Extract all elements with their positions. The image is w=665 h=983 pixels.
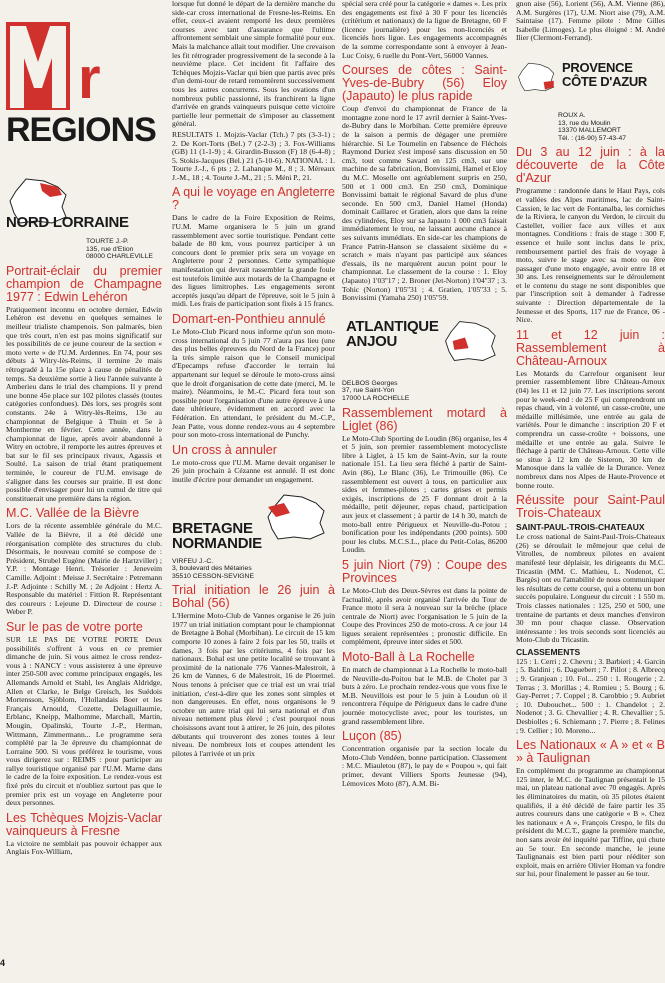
correspondent-address [6,238,162,261]
headline: Moto-Ball à La Rochelle [342,650,475,665]
region-title: ATLANTIQUE ANJOU [346,317,439,350]
article-text: Pratiquement inconnu en octobre dernier, Edwin Lehéron est devenu en quelques semaines le meilleur trialiste champenois. Son palmarès, bien que très court, n'en est pas moins significatif sur les possibilités de ce jeune coureur de la section « moto verte » de l'U.M. Ardennes. En 74, pour ses débuts à Witry-lès-Reims, il termine 2e mais rétrogradé à la 15e place à cause de pénalités de temps. Sa deuxième sortie à lieu l'année suivante à Amberieu dans le trial des champions. Il y prend une bonne 45e place sur 102 pilotes classés (toutes catégories confondues). Dès lors, ses progrès sont constants. 24e à Witry-lès-Reims, 13e au championnat de Belgique à Thuin et 5e à Montherme en février. Cette année, dans le championnat de ligue, après avoir abandonné à Witry en octobre, il remporte les autres épreuves et bat sur le fil ses principaux rivaux, Agassis et Soulté. La saison de trial étant pratiquement terminée, le coureur de l'U.M. envisage de s'aligner dans les courses sur prairie. Il est donc possible d'envisager pour lui un cumul de titre qui constituerait une première dans la région. [6,304,162,503]
article-text: Le Moto-Club des Deux-Sèvres est dans la pointe de l'actualité, après avoir organisé l'arrivée du Tour de France moto il sera à nouveau sur la brèche (place centrale de Niort) avec l'organisation le 5 juin de la Coupe des Provinces 250 de moto-cross. A ce jour 14 ligues seraient représentées ; pronostic difficile. En complément, épreuve inter sides et 500. [342,585,507,647]
headline: 11 et 12 juin : Rassemblement à Château-Arnoux [516,327,665,368]
address-line: VIRFEU J.-C. [172,557,214,565]
headline: Courses de côtes : Saint-Yves-de-Bubry (56) Eloy (Japauto) le plus rapide [342,63,507,104]
article-text: En match de championnat à La Rochelle le moto-ball de Neuville-du-Poitou bat le M.B. de Cholet par 3 buts à zéro. Le prochain rendez-vous que vous fixe le M.B. Neuvillois est pour le 5 juin à Loudun où il rencontrera l'équipe de Périgueux dans le cadre d'une journée motocycliste avec, pour les touristes, un grand rassemblement libre. [342,665,507,726]
headline: A qui le voyage en Angleterre ? [172,185,335,213]
headline: Les Nationaux « A » et « B » à Taulignan [516,738,665,766]
headline: 5 juin Niort (79) : Coupe des Provinces [342,557,507,585]
correspondent-address [342,380,507,403]
logo-r: r [78,46,101,111]
article-text: Lors de la récente assemblée générale du M.C. Vallée de la Bièvre, il a été décidé une réorganisation complète des structures du club. Désormais, le nouveau comité se compose de : Président, Strubel Eugène (Mairie de Hartzviller) ; Y.P. : Montage Henri. Trésorier : Jeneveim Camille. Adjoint : Meisse J. Secrétaire : Petremann J.-P. Adjointe : Schilly M. ; 2e Adjoint : Hertz A. Responsable du matériel : Fittion R. Représentant des coureurs : Lejeune D. Directeur de course : Weber P. [6,521,162,617]
article-text: Programme : randonnée dans le Haut Pays, cols et vallées des Alpes maritimes, lac de Saint-Cassien, le lac vert de Fontanalba, les corniches de la Riviera, le canyon du Verdon, le circuit du Castellet, voilier face aux villes et aux montagnes. Conditions : frais de stage : 300 F, essence et huile sont inclus dans le prix, remboursement partiel des frais de voyage à moto, suivre le stage avec sa moto ou être passager d'une moto engagée, avoir entre 18 et 30 ans. Les renseignements sur le déroulement et le contenu du stage ne sont disponibles que par l'inscription soit à demander à l'adresse suivante : Direction départementale de la Jeunesse et des Sports, 117 rue de France, 06 - Nice. [516,186,665,325]
headline: Rassemblement motard à Liglet (86) [342,405,507,433]
page-number: 4 [0,958,6,968]
column-1 [6,0,162,983]
article-text: Coup d'envoi du championnat de France de la montagne zone nord le 17 avril dernier à Saint-Yves-de-Bubry dans le Morbihan. Cette première épreuve de la saison a permis de dégager une première hiérarchie. Si Le Toumelin en l'absence de Fléchois Raymond Duriez s'est imposé sans discussion en 50 cm3, tout comme Savard en 125 cm3, sur une machine de sa fabrication, Bonvissimi, Hamel et Eloy du M.C. Moselle ont agréablement surpris en 250, 500 et 1 000 cm3. En 250 cm3, Dominique Bonvissimi battait le régional Savard de plus d'une seconde. En 500 cm3, Daniel Hamel (Honda) dominait Caillarec et Gratien, alors que dans la reine des cylindrées, Eloy sur sa Japauto 1 000 cm3 faisait immédiatement le trou, ne laissant aucune chance à ses suivants immédiats. En side-car les champions de France Patrin-Hanson se classaient sixième du « scratch » mais n'ayant pas participé aux séances d'essais, ils ne marquèrent aucun point pour le championnat. Le classement de la course : 1. Eloy (Japauto) 1'03''17 ; 2. Broner (Jet-Norton) 1'04''37 ; 3. Tohic (Norton) 1'05''31 ; 4. Gratien, 1'05''33 ; 5. Bonvissimi (Yamaha 250) 1'05''59. [342,104,507,303]
article-text: Le Moto-Club Sporting de Loudin (86) organise, les 4 et 5 juin, son premier rassemblement motocycliste libre à Liglet, à 15 km de Saint-Avin, sur la route nationale 151. La lieu sera fléché à partir de Saint-Avin (86), Le Blanc (36), Le Trimouille (86). Ce rassemblement est ouvert à tous, en particulier aux sides et femmes-pilotes ; cartes grises et permis exigés, inscriptions de 25 F donnant droit à la médaille, petit déjeuner, repas chaud, participation aux jeux et classement ; à partir de 14 h 30, match de moto-ball entre Périgueux et Neuville-du-Potou ; bonification pour les indépendants (200 points). 500 pour les clubs. M.C.S.L., place du Petit-Colas, 86200 Loudin. [342,433,507,555]
article-text: La victoire ne semblait pas pouvoir échapper aux Anglais Fox-William, [6,838,162,857]
moto-revue-logo [6,8,162,173]
france-map-icon [442,317,504,365]
region-title: NORD LORRAINE [6,214,129,231]
article-text: L'Hermine Moto-Club de Vannes organise le 26 juin 1977 un trial initiation comptant pour le championnat de Bretagne à Bohal (Morbihan). Le circuit de 15 km comporte 10 zones à faire 2 fois par les 50, trails et dames, 3 fois par les critériums, 4 fois par les nationaux. Bohal est une petite localité se trouvant à proximité de la nationale 776 Vannes-Malestroit, à 26 km de Vannes, 6 de Malestroit, 16 de Ploermel. Nous tenons à préciser que ce trial est un vrai trial initiation, c'est-à-dire que les zones sont simples et non dangereuses. En effet, nous organisons le 9 octobre un autre trial qui lui sera national et d'un niveau nettement plus élevé ; c'est pourquoi nous choisissons avant tout à attirer, le 26 juin, des pilotes débutants qui trouveront des zones toutes à leur niveau. De nombreux lots et coupes attendent les pilotes à l'arrivée et un prix [172,611,335,758]
headline: Les Tchèques Mojzis-Vaclar vainqueurs à Fresne [6,810,162,838]
address-line: 17000 LA ROCHELLE [342,395,410,402]
address-line: DELBOS Georges [342,379,398,387]
region-header-bretagne [172,493,335,555]
address-line: 35510 CESSON-SEVIGNE [172,572,254,580]
article-text: spécial sera créé pour la catégorie « dames ». Les prix des engagements est fixé à 30 F pour les licenciés (critérium et nationaux) de la ligue de Bretagne, 60 F (licence journalière) pour les non-licenciés et licenciés hors ligue. Les engagements accompagnés de la somme correspondante sont à envoyer à Jean-Luc Coisy, 6 ruelle du Pont-Vert, 56000 Vannes. [342,0,507,60]
address-line: ROUX A. [558,111,586,119]
headline: Trial initiation le 26 juin à Bohal (56) [172,583,335,611]
subheading: SAINT-PAUL-TROIS-CHATEAUX [516,522,645,533]
address-line: 135, rue d'Etion [86,245,134,253]
headline: Portrait-éclair du premier champion de Champagne 1977 : Edwin Lehéron [6,263,162,304]
subheading: CLASSEMENTS [516,646,581,657]
region-title: BRETAGNE NORMANDIE [172,519,262,552]
logo-regions-word: REGIONS [6,111,156,149]
article-text: lorsque fut donné le départ de la dernière manche du side-car cross international de Fresne-les-Reims. En effet, ceux-ci avaient remporté les deux premières courses avec tant d'assurance que l'ultime affrontement semblait une simple formalité pour eux. Mais la malchance allait tout modifier. Une crevaison les fit rétrograder progressivement de la seconde à la neuvième place. Cet incident fit l'affaire des Tchèques Mojzis-Vaclar qui bien que partis avec près d'un demi-tour de retard remontèrent successivement tous les autres concurrents. Sous les ovations d'un nombreux public passionné, ils franchirent la ligne d'arrivée en grands vainqueurs puisque cette victoire partielle leur permettait de s'imposer au classement général. [172,0,335,129]
article-text: Dans le cadre de la Foire Exposition de Reims, l'U.M. Marne organisera le 5 juin un grand rassemblement avec sortie touristique. Pendant cette balade de 80 km, vous pourrez participer à un concours dont le premier prix sera un voyage en Angleterre pour 2 personnes. Cette sympathique manifestation qui devrait rassembler la grande foule est toutefois limitée aux motards de la Champagne et des ligues limitrophes. Les engagements seront acceptés jusqu'au départ de l'épreuve, soit le 5 juin à midi. Les frais de participation sont fixés à 15 francs. [172,213,335,309]
address-line: TOURTE J.-P. [86,238,129,245]
region-header-nord-lorraine [6,177,162,235]
address-line: Tél. : (16-90) 57-43-47 [558,134,627,142]
article-text: Le Moto-Club Picard nous informe qu'un son moto-cross international du 5 juin 77 n'aura pas lieu (une des plus belles épreuves du Nord de la France) pour la très simple raison que le Conseil municipal d'Epecamps refuse d'accorder le terrain lui appartenant sur lequel se déroule le moto-cross ainsi que le droit d'organisation de cette date (merci, M. le maire). Néanmoins, le M.-C. Picard fera tout son possible pour l'organisation d'une autre épreuve à une date ultérieure, évidemment en accord avec la Fédération. En attendant, le président du M.-C.P., Jean Patte, vous donne rendez-vous au 4 septembre pour son moto-cross international de Punchy. [172,327,335,440]
region-title: PROVENCE CÔTE D'AZUR [562,59,648,89]
headline: Sur le pas de votre porte [6,619,143,634]
region-header-provence [516,53,665,109]
address-line: 37, rue Saint-Yon [342,387,395,395]
logo-m-shape [6,22,70,110]
column-4 [516,0,665,983]
column-2 [172,0,335,983]
headline: M.C. Vallée de la Bièvre [6,506,140,521]
column-3 [342,0,507,983]
article-text: Concentration organisée par la section locale du Moto-Club Vendéen, bonne participation. Classement : M.C. Miauletou (87), le pay de « Poupou », qui fait primer, devant Villiers Sports Jeunesse (94), Lémovices Moto (87), A.M. Bi- [342,744,507,788]
article-text: SUR LE PAS DE VOTRE PORTE Deux possibilités s'offrent à vous en ce premier dimanche de juin. Si vous aimez le cross rendez-vous à : NANCY : vous assisterez à une épreuve inter 250-500 avec comme principaux engagés, les Allemands Arnold et Stahl, les Anglais Aldridge, Allen et Clarke, le Belge Greisch, les Suédois Mortensson, Sjöblom, l'Hollandais Boer et les Français Arnould, Cozette, Delaguillaumie, Erblanc, Kneipp, Malhomme, Marchall, Martin, Mougin, Opalinski, Tourte J.-P., Herman, Wittmann, Zimmermann... Le programme sera complété par la 3e épreuve du championnat de Lorraine 500. Si vous préférez le tourisme, vous vous dirigerez sur : REIMS : pour participer au rallye touristique organisé par l'U.M. Marne dans le cadre de la foire exposition. Le rendez-vous est fixé près du circuit et n'oubliez surtout pas que le premier prix est un voyage en Angleterre pour deux personnes. [6,634,162,808]
article-text: Le cross national de Saint-Paul-Trois-Chateaux (26) se déroulait le mêmejour que celui de Vitrolles, de nombreux pilotes en avaient manifesté leur déplaisir, les dirigeants du M.C. Tricastin (MM. C. Mathieu, L. Nodenot, C. Bargès) ont eu l'amabilité de nous communiquer les résultats de cette course, qui a obtenu un bon succès populaire. Longueur du circuit : 1 550 m. Trois classes nationales : 125, 250 et 500, une trentaine de partants et deux manches d'environ 30 mn pour chaque classe. Observation intéressante : les trois seconds sont licenciés au Moto-Club du Tricastin. [516,532,665,645]
region-header-atlantique [342,311,507,377]
headline: Du 3 au 12 juin : à la découverte de la Côte d'Azur [516,145,665,186]
results-text: RESULTATS 1. Mojzis-Vaclar (Tch.) 7 pts (3-3-1) ; 2. De Kort-Torts (Bel.) 7 (2-2-3) ; 3. Fox-Williams (GB) 11 (1-1-9) ; 4. Girardin-Busson (F) 18 (6-4-8) ; 5. Stokis-Jacques (Bel.) 21 (5-10-6). NATIONAL : 1. Tourte J.-J., 6 pts ; 2. Lahanque M., 8 ; 3. Méreaux J.-M., 18 ; 4. Tourte J.-M., 21 ; 5. Méni P., 21. [172,129,335,182]
article-text: En complément du programme au championnat 125 inter, le M.C. de Taulignan présentait le 15 mai, un plateau national avec 70 engagés. Après les éliminatoires du matin, où 35 pilotes étaient qualifiés, il a été décidé de faire partir les 35 autres coureurs dans une catégorie « B ». Chez les nationaux « A », François Crespo, le fils du président du M.C.T., gagne la première manche, non sans avoir été inquiété par Tiffine, qui chute au 5e tour. En seconde manche, le jeune Taulignanais est bien parti pour rééditer son exploit, mais en arrière Olivier Homan va fondre sur lui, pour finalement le passer au 6e tour. [516,766,665,879]
address-line: 13, rue du Moulin [558,119,611,127]
address-line: 3, boulevard des Métairies [172,565,252,573]
france-map-icon [516,57,560,97]
address-line: 08000 CHARLEVILLE [86,253,153,261]
correspondent-address [172,558,335,581]
results-text: 125 : 1. Cerri ; 2. Chevru ; 3. Barbieri ; 4. Garcin ; 5. Baldini ; 6. Daguebert ; 7. Pillot ; 8. Albrecq ; 9. Granjean ; 10. Fol... 250 : 1. Rougerie ; 2. Terras ; 3. Morillas ; 4. Romieu ; 5. Bourg ; 6. Gay-Perret ; 7. Coppel ; 8. Carobbio ; 9. Aubriet ; 10. Dubouchet... 500 : 1. Chandelot ; 2. Nodenot ; 3. G. Chevallier ; 4. R. Chevallier ; 5. Desbiolles ; 6. Schiemann ; 7. Pierre ; 8. Felines ; 9. Cellier ; 10. Moreno... [516,656,665,735]
headline: Réussite pour Saint-Paul Trois-Chateaux [516,493,665,521]
correspondent-address [516,112,665,142]
article-text: Le moto-cross que l'U.M. Marne devait organiser le 26 juin prochain à Cézanne est annulé. Il est donc inutile d'écrire pour demander un engagement. [172,457,335,484]
article-text: Les Motards du Carrefour organisent leur premier rassemblement libre Château-Arnoux (04) les 11 et 12 juin 77. Les inscriptions seront pour le week-end : de 25 F qui comprendront un repas chaud, vin à volonté, un casse-croûte, une médaille millésimée, une entrée au gala de variétés. Pour le dimanche : inscription 20 F et comprendra un casse-croûte + boissons, une médaille et une entrée au gala. Suivre le fléchage à partir de Château-Arnoux. Cette ville se situe à 12 km de Sisteron, 30 km de Manosque dans la vallée de la Durance. Venez nombreux dans nos Alpes de Haute-Provence et bonne route. [516,368,665,490]
headline: Domart-en-Ponthieu annulé [172,312,326,326]
headline: Un cross à annuler [172,442,277,457]
headline: Luçon (85) [342,729,402,744]
article-text: gnon aise (56), Lorient (56), A.M. Vienne (86), A.M. Surgères (17), U.M. Niort aise (79), A.M. Saintaise (17). Femme pilote : Mme Gilles Isabelle (Limoges). Le plus éloigné : M. André Ilier (Clermont-Ferrand). [516,0,665,43]
address-line: 13370 MALLEMORT [558,127,621,135]
logo-m-block [6,22,70,110]
